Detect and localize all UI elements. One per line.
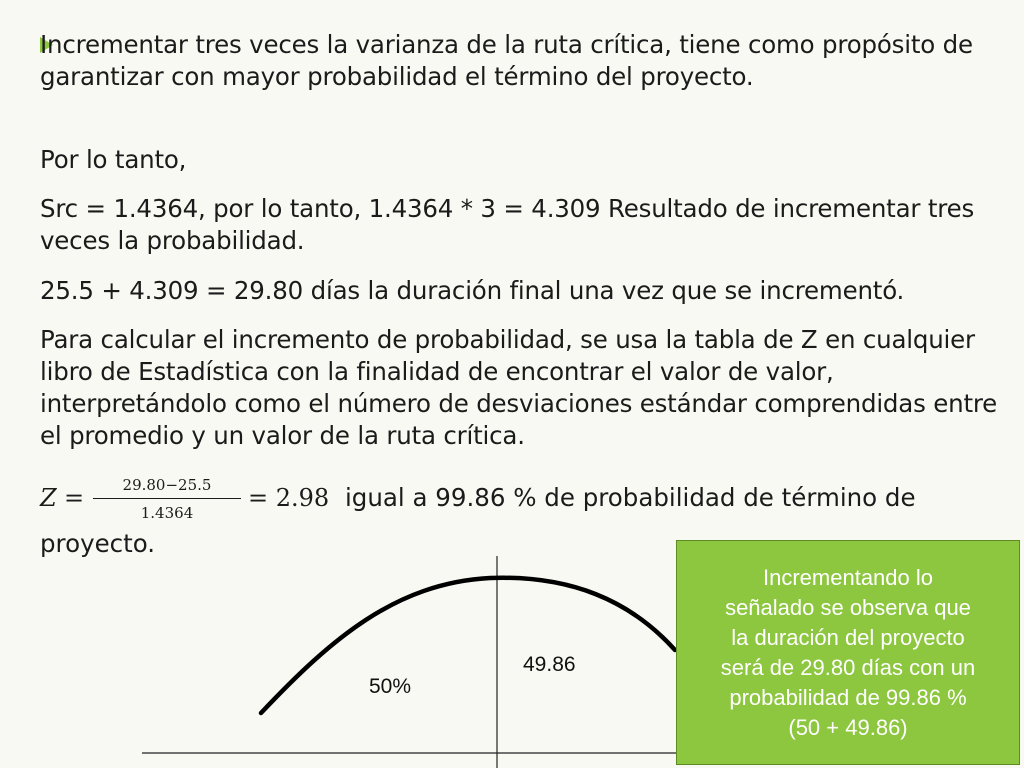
callout-line: será de 29.80 días con un [720, 655, 976, 680]
paragraph-intro: Incrementar tres veces la varianza de la ruta crítica, tiene como propósito de garantizar con mayor probabilidad el término del proyecto. [40, 30, 973, 91]
callout-line: la duración del proyecto [731, 625, 965, 650]
equation-denominator: 1.4364 [140, 504, 194, 522]
callout-box [676, 540, 1020, 765]
equation-description: igual a 99.86 % de probabilidad de término de [345, 483, 916, 512]
equation-result: = 2.98 [248, 484, 330, 512]
equation-equals: = [64, 484, 85, 512]
equation-continuation: proyecto. [40, 529, 156, 558]
bell-curve [261, 578, 675, 713]
callout-line: Incrementando lo [763, 565, 933, 590]
equation-numerator: 29.80−25.5 [122, 476, 212, 494]
area-label-right: 49.86 [523, 653, 576, 676]
callout-line: probabilidad de 99.86 % [729, 685, 967, 710]
paragraph-duration: 25.5 + 4.309 = 29.80 días la duración final una vez que se incrementó. [40, 276, 905, 305]
equation-variable: Z [40, 484, 57, 512]
paragraph-src: Src = 1.4364, por lo tanto, 1.4364 * 3 = 4.309 Resultado de incrementar tres veces la probabilidad. [40, 194, 975, 255]
fraction-bar [93, 498, 241, 499]
paragraph-z-table: Para calcular el incremento de probabilidad, se usa la tabla de Z en cualquier libro de Estadística con la finalidad de encontrar el valor de valor, interpretándolo como el número de desviaciones estándar comprendidas entre el promedio y un valor de la ruta crítica. [40, 325, 998, 450]
area-label-left: 50% [369, 675, 412, 698]
equation-fraction [93, 474, 241, 523]
callout-line: (50 + 49.86) [788, 715, 908, 740]
callout-line: señalado se observa que [725, 595, 971, 620]
paragraph-por-lo-tanto: Por lo tanto, [40, 145, 187, 174]
z-equation [40, 478, 1010, 520]
